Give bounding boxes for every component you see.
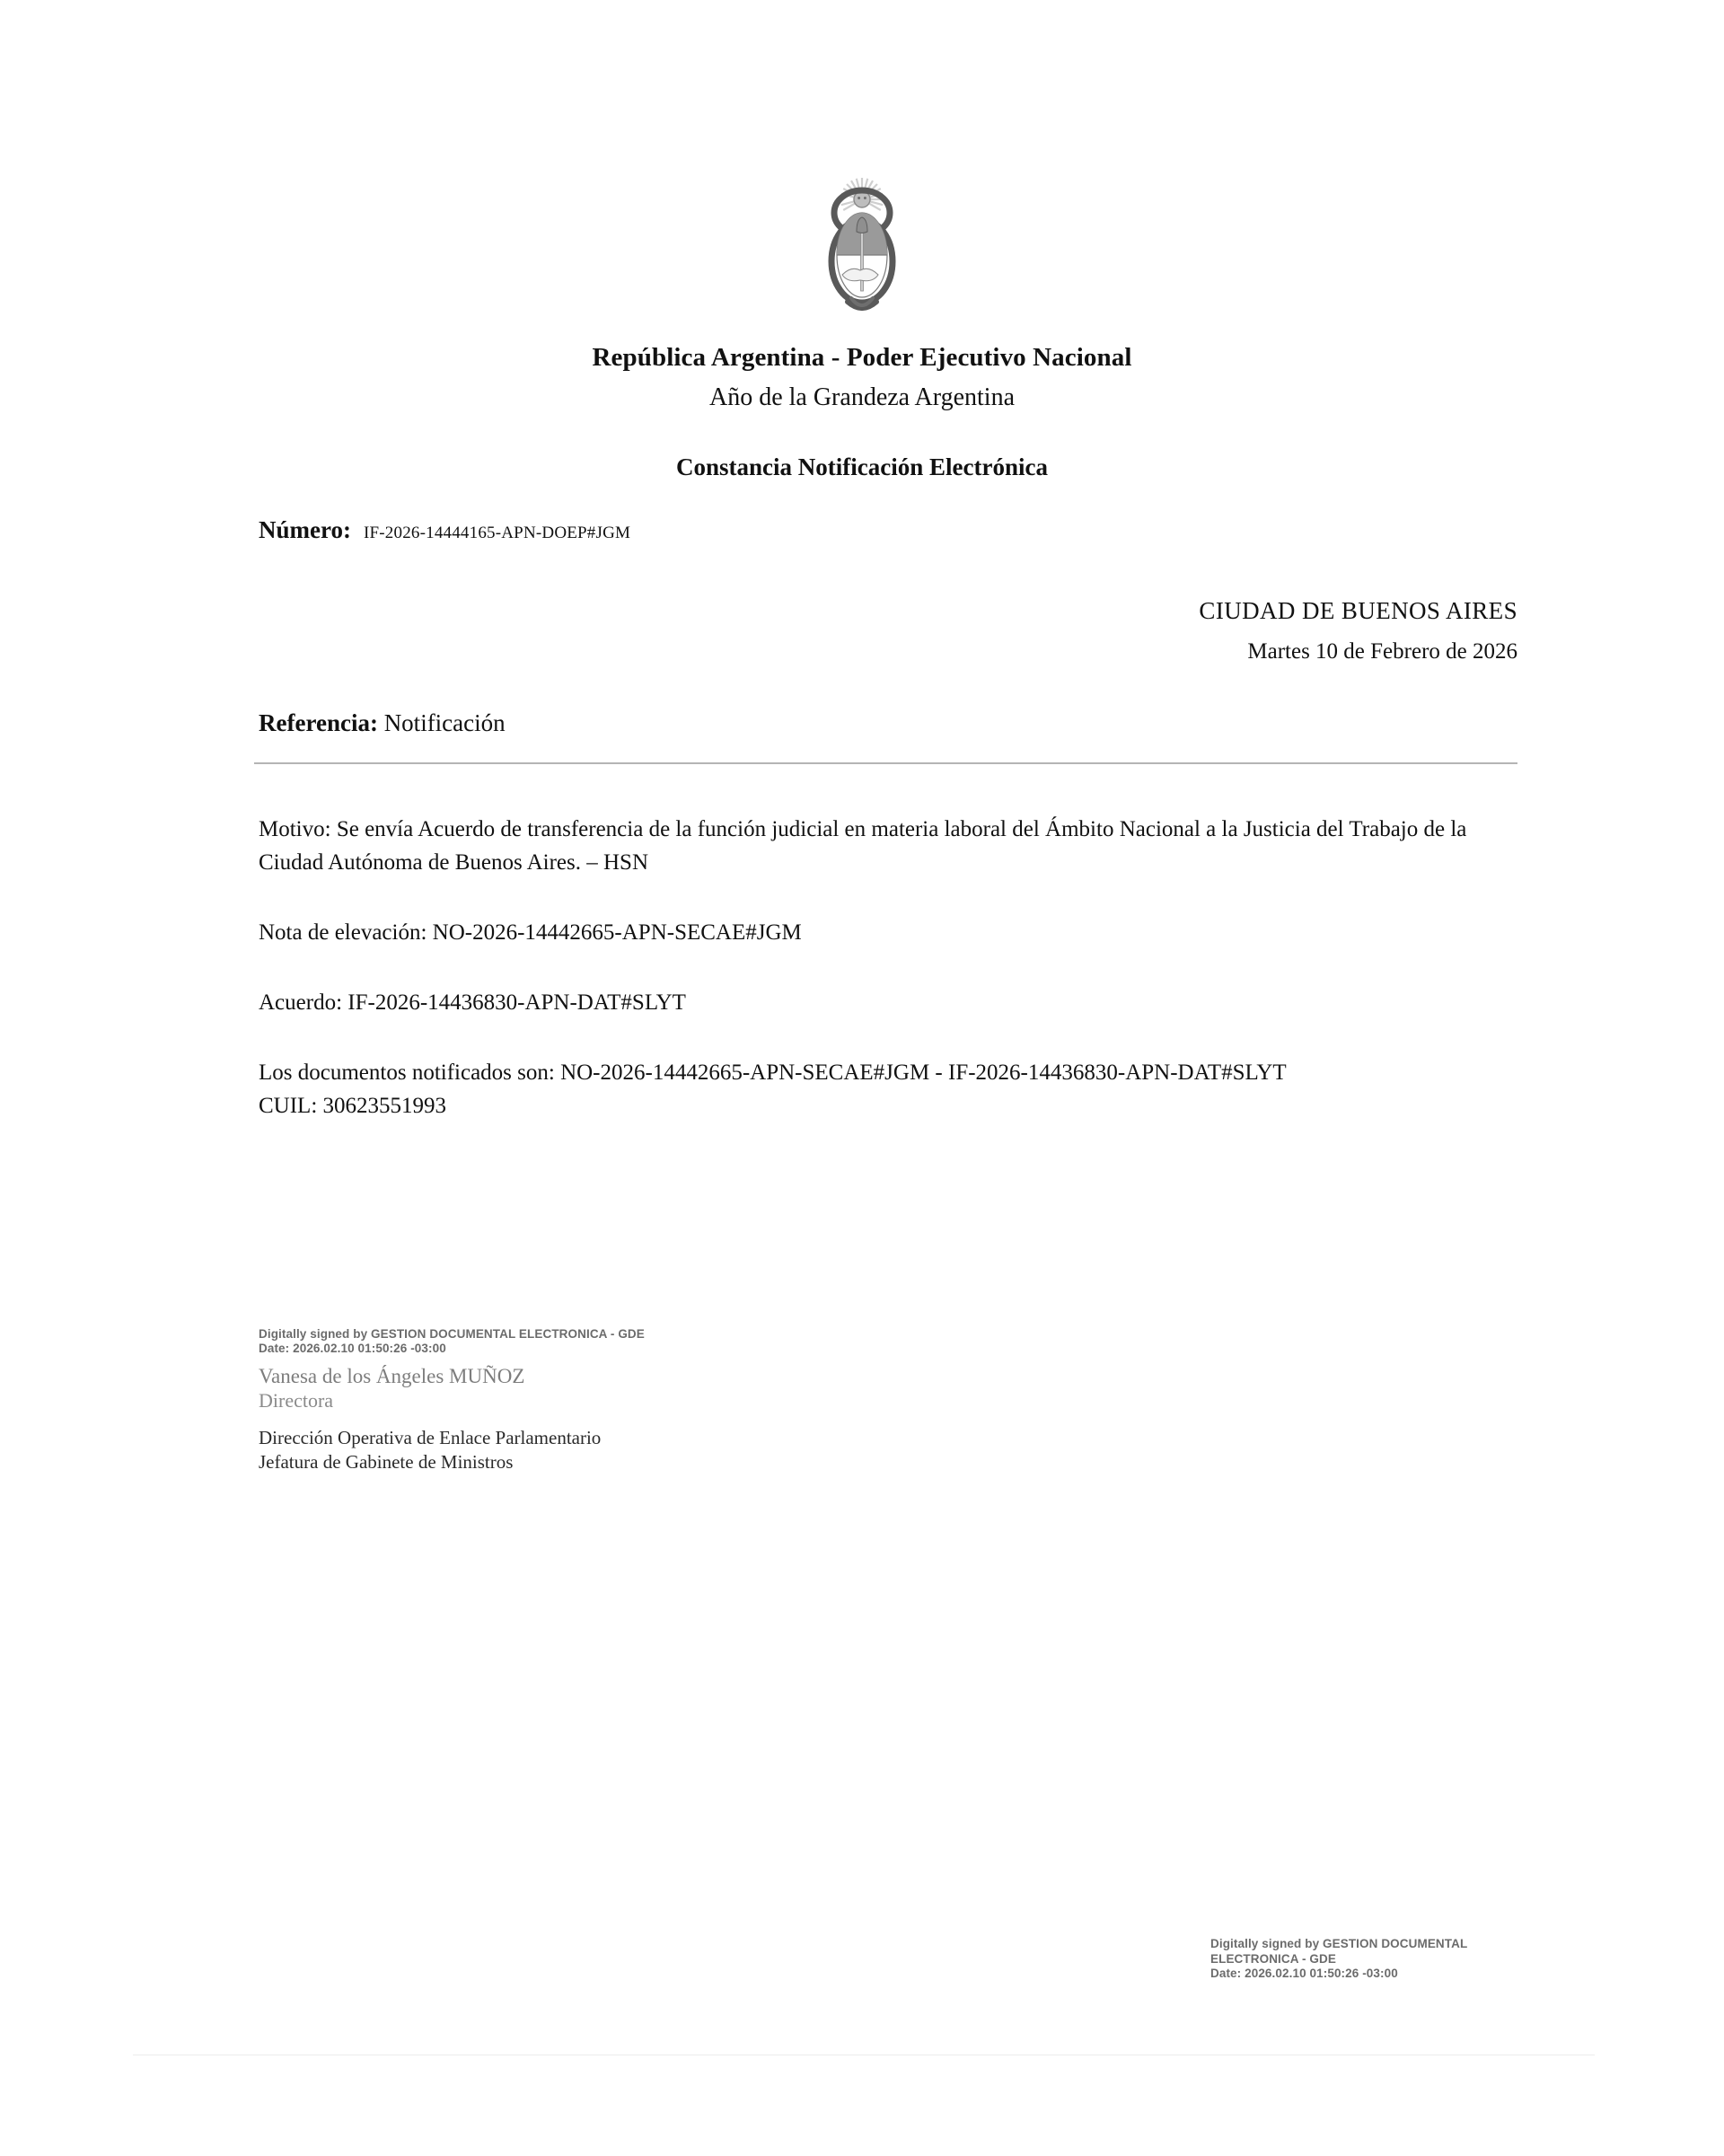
- referencia-label: Referencia:: [259, 709, 378, 736]
- cuil-paragraph: CUIL: 30623551993: [259, 1094, 447, 1118]
- document-date: Martes 10 de Febrero de 2026: [1247, 639, 1517, 664]
- motivo-paragraph: Motivo: Se envía Acuerdo de transferencia de la función judicial en materia laboral del Ámbito Nacional a la Justicia del Trabajo de la Ciudad Autónoma de Buenos Aires. – HSN: [259, 817, 1467, 875]
- numero-row: [259, 516, 630, 544]
- gde-bottom-stamp-line-3: Date: 2026.02.10 01:50:26 -03:00: [1210, 1967, 1398, 1980]
- header-divider: [254, 762, 1517, 764]
- emblem-container: [0, 176, 1724, 323]
- acuerdo-paragraph: Acuerdo: IF-2026-14436830-APN-DAT#SLYT: [259, 990, 686, 1015]
- gde-stamp-line-1: Digitally signed by GESTION DOCUMENTAL ELECTRONICA - GDE: [259, 1327, 645, 1341]
- gde-bottom-stamp-line-2: ELECTRONICA - GDE: [1210, 1951, 1336, 1966]
- signer-organization: [259, 1426, 833, 1474]
- city-name: CIUDAD DE BUENOS AIRES: [1199, 597, 1517, 624]
- signer-role-clipped: [259, 1389, 833, 1413]
- signer-role: Directora: [259, 1389, 334, 1412]
- signer-name: Vanesa de los Ángeles MUÑOZ: [259, 1365, 525, 1387]
- gde-signature-stamp: [259, 1327, 833, 1356]
- document-body: [259, 813, 1480, 1122]
- signature-block-bottom: [1210, 1937, 1516, 1982]
- numero-label: Número:: [259, 516, 351, 543]
- signer-org-line-2: Jefatura de Gabinete de Ministros: [259, 1451, 514, 1473]
- referencia-row: [259, 709, 506, 737]
- gde-signature-stamp-bottom: [1210, 1937, 1516, 1982]
- numero-value: IF-2026-14444165-APN-DOEP#JGM: [363, 524, 631, 542]
- nota-elevacion-paragraph: Nota de elevación: NO-2026-14442665-APN-SECAE#JGM: [259, 920, 802, 945]
- page-title: Constancia Notificación Electrónica: [676, 453, 1048, 480]
- documentos-notificados-paragraph: Los documentos notificados son: NO-2026-14442665-APN-SECAE#JGM - IF-2026-14436830-APN-DAT#SLYT: [259, 1060, 1287, 1085]
- referencia-value: Notificación: [383, 709, 506, 736]
- signer-name-clipped: [259, 1365, 833, 1395]
- place-date-block: [1199, 597, 1517, 664]
- gde-stamp-line-2: Date: 2026.02.10 01:50:26 -03:00: [259, 1342, 446, 1355]
- republic-heading: República Argentina - Poder Ejecutivo Nacional: [592, 343, 1132, 372]
- gde-bottom-stamp-line-1: Digitally signed by GESTION DOCUMENTAL: [1210, 1937, 1468, 1950]
- signature-block-left: [259, 1327, 833, 1474]
- signer-org-line-1: Dirección Operativa de Enlace Parlamentario: [259, 1427, 602, 1448]
- year-slogan: Año de la Grandeza Argentina: [708, 383, 1016, 411]
- argentine-coat-of-arms-icon: [812, 176, 912, 323]
